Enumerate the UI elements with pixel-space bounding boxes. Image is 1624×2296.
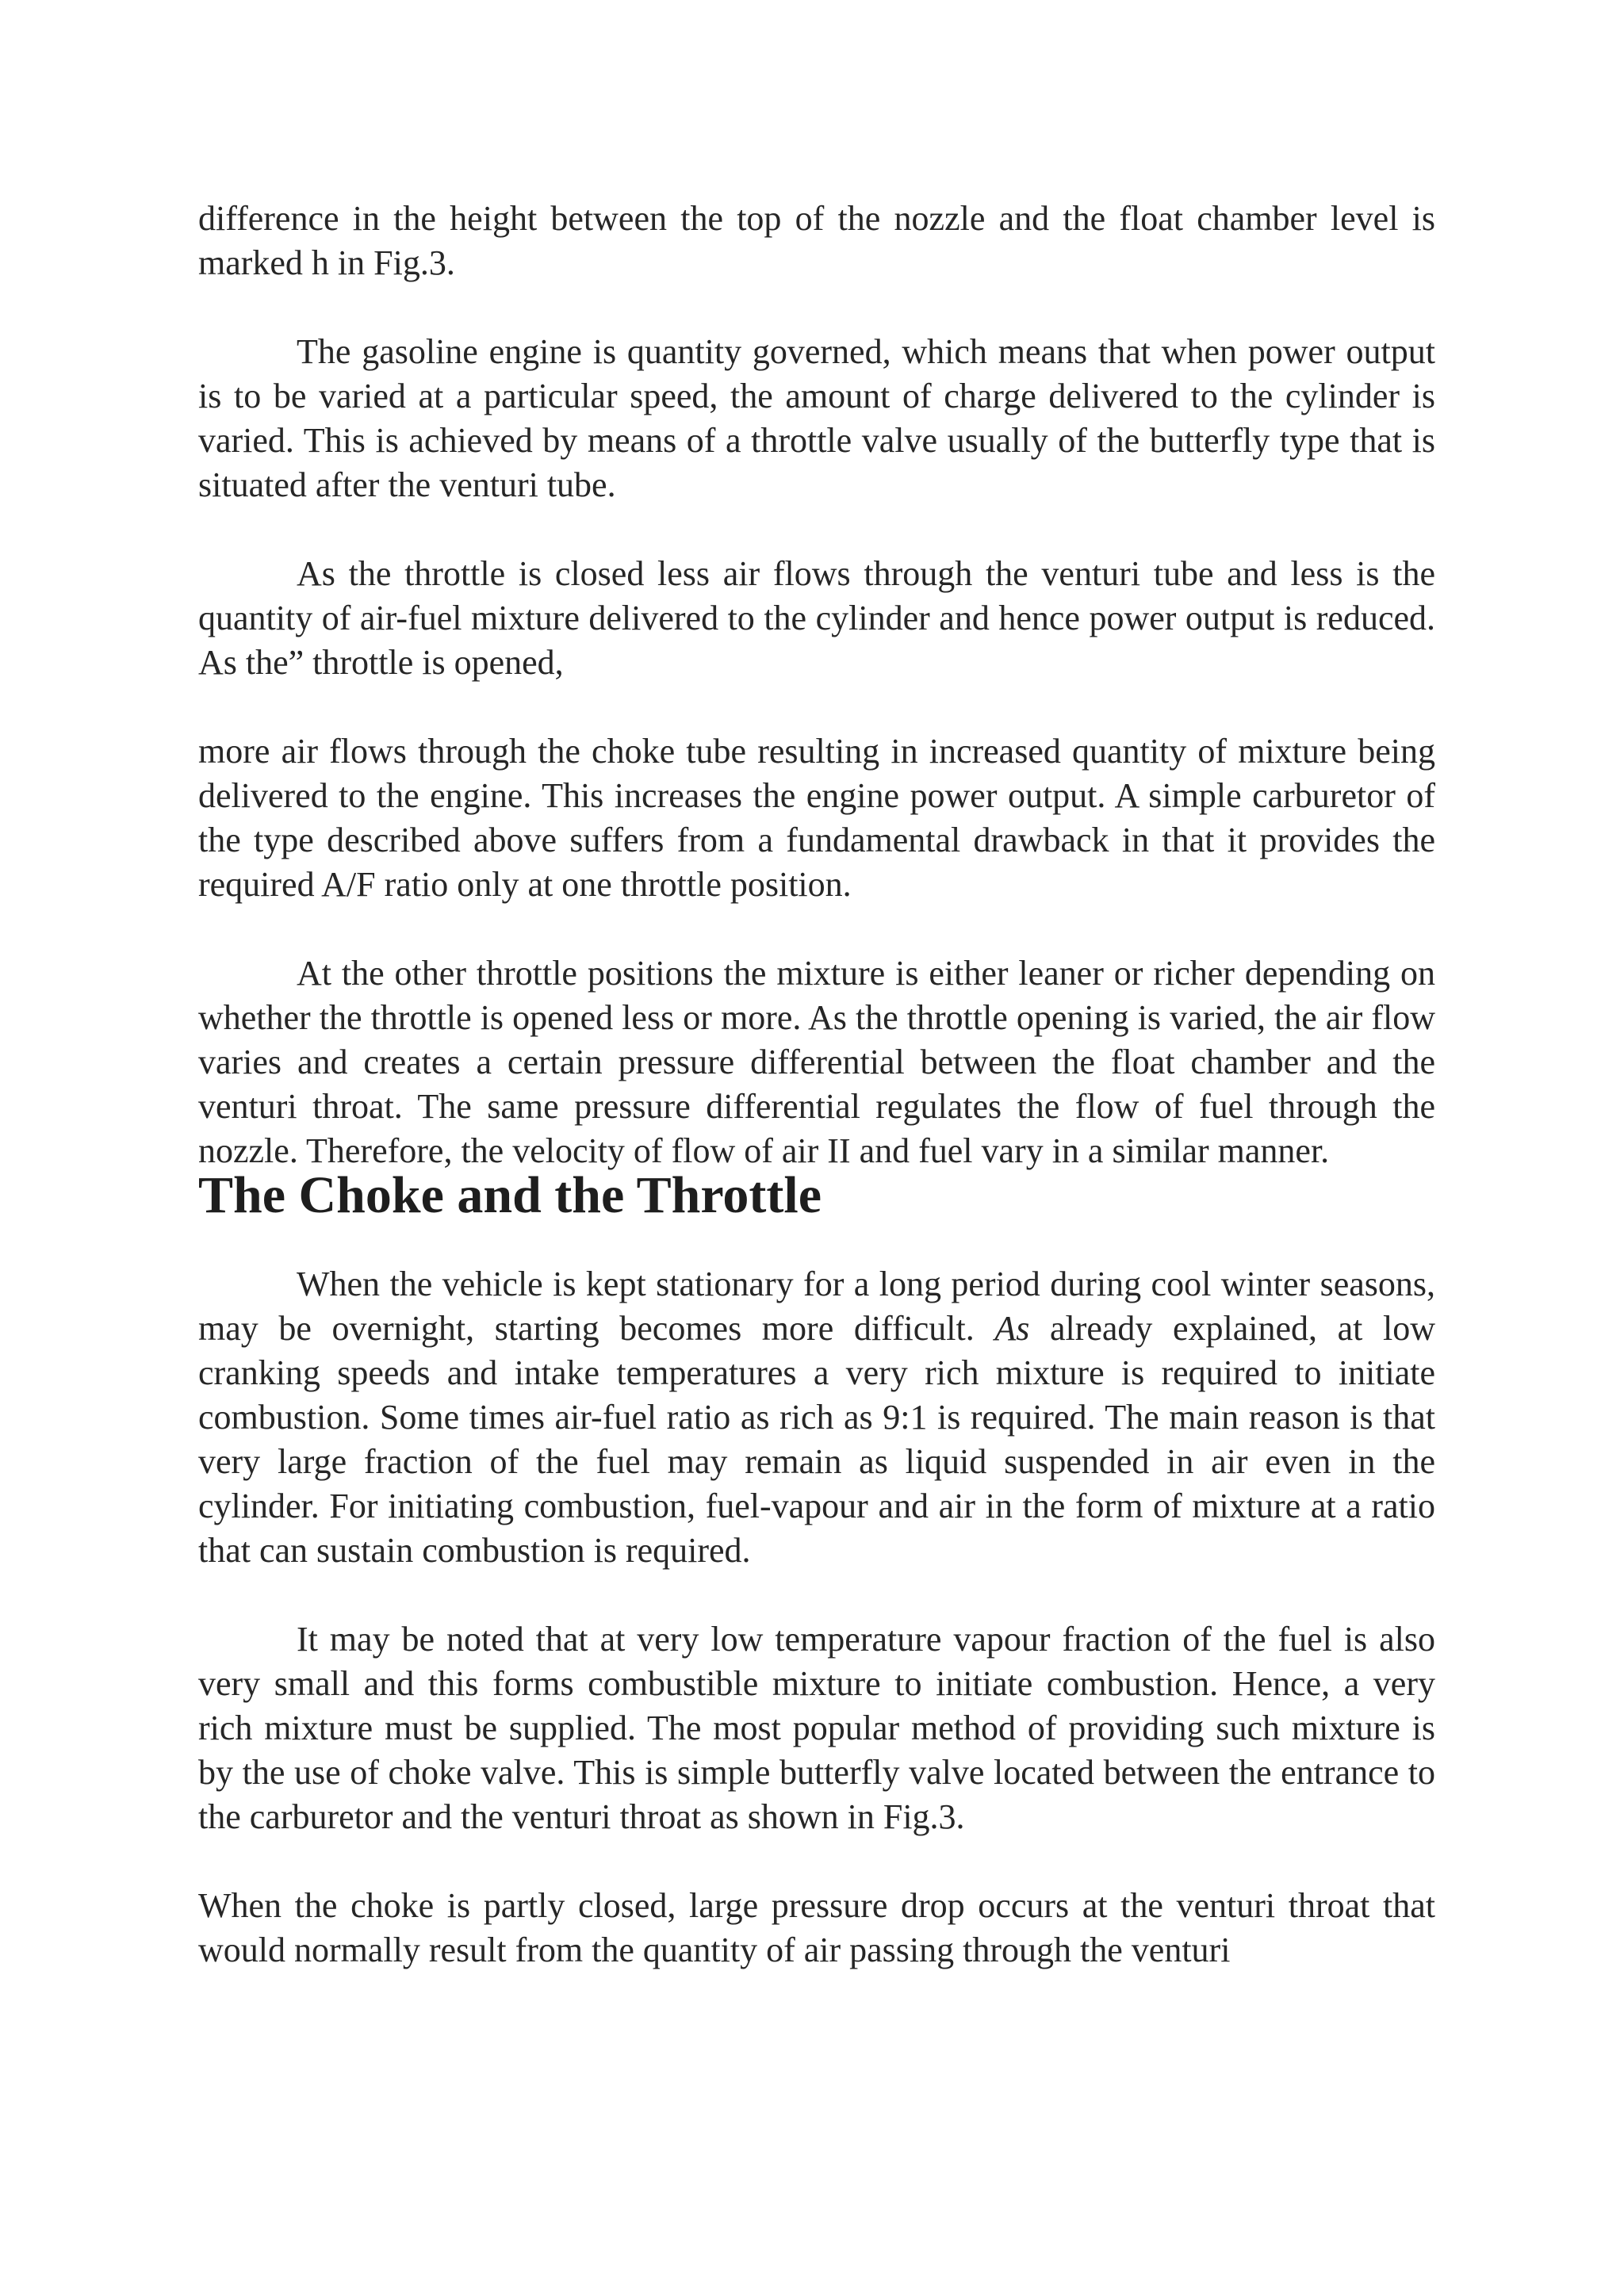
paragraph-other-throttle-positions: At the other throttle positions the mixture is either leaner or richer depending on whether the throttle is opened less or more. As the throttle opening is varied, the air flow varies and creates a certain pressure differential between the float chamber and the venturi throat. The same pressure differential regulates the flow of fuel through the nozzle. Therefore, the velocity of flow of air II and fuel vary in a similar manner. <box>198 954 1435 1170</box>
cold-start-italic-word: As <box>994 1309 1030 1348</box>
paragraph-cold-start <box>198 1262 1435 1573</box>
paragraph-choke-valve: It may be noted that at very low temperature vapour fraction of the fuel is also very small and this forms combustible mixture to initiate combustion. Hence, a very rich mixture must be supplied. The most popular method of providing such mixture is by the use of choke valve. This is simple butterfly valve located between the entrance to the carburetor and the venturi throat as shown in Fig.3. <box>198 1620 1435 1836</box>
document-body <box>198 197 1435 1973</box>
cold-start-text-1: When the vehicle is kept stationary for a long period during cool winter seasons, may be overnight, starting becomes more difficult. <box>198 1265 1435 1348</box>
cold-start-text-2: already explained, at low cranking speeds and intake temperatures a very rich mixture is required to initiate combustion. Some times air-fuel ratio as rich as 9:1 is required. The main reason is that very large fraction of the fuel may remain as liquid suspended in air even in the cylinder. For initiating combustion, fuel-vapour and air in the form of mixture at a ratio that can sustain combustion is required. <box>198 1309 1436 1570</box>
paragraph-throttle-opened: more air flows through the choke tube resulting in increased quantity of mixture being delivered to the engine. This increases the engine power output. A simple carburetor of the type described above suffers from a fundamental drawback in that it provides the required A/F ratio only at one throttle position. <box>198 732 1435 904</box>
section-heading: The Choke and the Throttle <box>198 1166 822 1224</box>
paragraph-throttle-closed: As the throttle is closed less air flows through the venturi tube and less is the quantity of air-fuel mixture delivered to the cylinder and hence power output is reduced. As the” throttle is opened, <box>198 554 1435 682</box>
paragraph-quantity-governed: The gasoline engine is quantity governed, which means that when power output is to be varied at a particular speed, the amount of charge delivered to the cylinder is varied. This is achieved by means of a throttle valve usually of the butterfly type that is situated after the venturi tube. <box>198 332 1435 504</box>
paragraph-nozzle-height: difference in the height between the top of the nozzle and the float chamber level is marked h in Fig.3. <box>198 199 1435 282</box>
paragraph-choke-partly-closed: When the choke is partly closed, large pressure drop occurs at the venturi throat that would normally result from the quantity of air passing through the venturi <box>198 1886 1435 1969</box>
